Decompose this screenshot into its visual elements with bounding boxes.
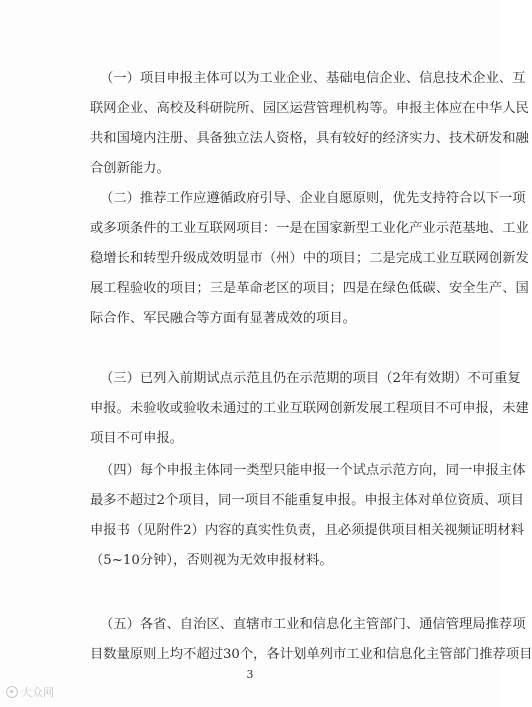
text-line: （五）各省、自治区、直辖市工业和信息化主管部门、通信管理局推荐项 [100,617,526,632]
paragraph-3 [90,364,529,454]
text-line: 或多项条件的工业互联网项目：一是在国家新型工业化产业示范基地、工业 [90,221,529,236]
text-line: （5~10分钟），否则视为无效申报材料。 [90,553,333,568]
text-line: 合创新能力。 [90,161,170,176]
watermark-text: 大众网 [21,686,54,699]
paragraph-1 [90,64,529,184]
text-line: 目数量原则上均不超过30个，各计划单列市工业和信息化主管部门推荐项目 [90,647,532,662]
text-line: 际合作、军民融合等方面有显著成效的项目。 [90,311,356,326]
paragraph-2 [90,184,529,334]
page-number: 3 [246,668,254,681]
weibo-logo-icon [6,686,18,698]
paragraph-4 [90,456,526,576]
text-line: 项目不可申报。 [90,431,184,446]
paragraph-5 [90,610,532,670]
text-line: 最多不超过2个项目，同一项目不能重复申报。申报主体对单位资质、项目 [90,493,524,508]
text-line: 展工程验收的项目；三是革命老区的项目；四是在绿色低碳、安全生产、国 [90,281,529,296]
text-line: （一）项目申报主体可以为工业企业、基础电信企业、信息技术企业、互 [100,71,526,86]
text-line: 申报。未验收或验收未通过的工业互联网创新发展工程项目不可申报，未建 [90,401,529,416]
text-line: 申报书（见附件2）内容的真实性负责，且必须提供项目相关视频证明材料 [90,523,524,538]
text-line: （二）推荐工作应遵循政府引导、企业自愿原则，优先支持符合以下一项 [100,191,526,206]
text-line: （四）每个申报主体同一类型只能申报一个试点示范方向，同一申报主体 [100,463,526,478]
text-line: （三）已列入前期试点示范且仍在示范期的项目（2年有效期）不可重复 [100,371,521,386]
text-line: 共和国境内注册、具备独立法人资格，具有较好的经济实力、技术研发和融 [90,131,529,146]
text-line: 稳增长和转型升级成效明显市（州）中的项目；二是完成工业互联网创新发 [90,251,529,266]
text-line: 联网企业、高校及科研院所、园区运营管理机构等。申报主体应在中华人民 [90,101,529,116]
watermark [6,684,54,700]
